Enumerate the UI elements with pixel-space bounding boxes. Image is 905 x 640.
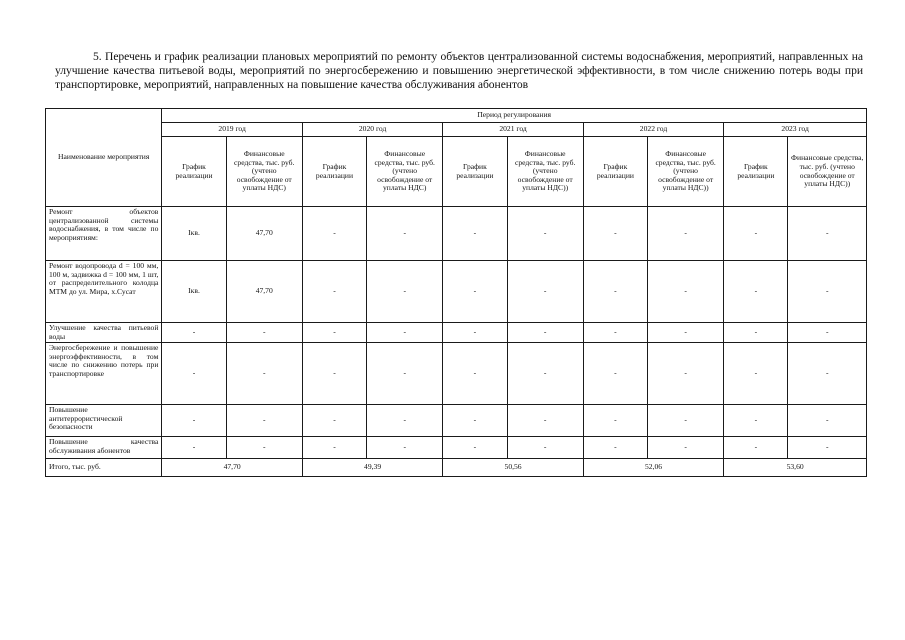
table-cell: - — [724, 405, 788, 437]
table-cell: - — [583, 207, 647, 261]
table-cell: - — [226, 323, 302, 343]
table-row — [46, 261, 867, 323]
table-cell: - — [507, 261, 583, 323]
total-row — [46, 459, 867, 477]
table-cell: - — [367, 405, 443, 437]
table-row — [46, 437, 867, 459]
table-cell: 47,70 — [226, 261, 302, 323]
table-cell: - — [648, 437, 724, 459]
schedule-header: График реализации — [724, 137, 788, 207]
table-cell: Iкв. — [162, 207, 226, 261]
table-cell: - — [724, 261, 788, 323]
table-cell: - — [302, 405, 366, 437]
table-row — [46, 405, 867, 437]
table-cell: - — [788, 323, 867, 343]
table-cell: - — [162, 437, 226, 459]
table-cell: - — [302, 343, 366, 405]
finance-header: Финансовые средства, тыс. руб. (учтено освобождение от уплаты НДС) — [226, 137, 302, 207]
table-cell: - — [788, 405, 867, 437]
table-cell: - — [724, 207, 788, 261]
finance-header: Финансовые средства, тыс. руб. (учтено освобождение от уплаты НДС) — [367, 137, 443, 207]
total-value: 53,60 — [724, 459, 867, 477]
section-heading: 5. Перечень и график реализации плановых мероприятий по ремонту объектов централизованной системы водоснабжения, мероприятий, направленных на улучшение качества питьевой воды, мероприятий по энергосбережению и повышению энергетической эффективности, в том числе снижению потерь воды при транспортировке, мероприятий, направленных на повышение качества обслуживания абонентов — [55, 50, 863, 92]
table-cell: - — [583, 437, 647, 459]
table-cell: - — [583, 323, 647, 343]
table-cell: - — [788, 207, 867, 261]
row-name: Ремонт водопровода d = 100 мм, 100 м, задвижка d = 100 мм, 1 шт, от распределительного колодца МТМ до ул. Мира, х.Сусат — [46, 261, 162, 323]
table-cell: - — [648, 261, 724, 323]
table-cell: - — [302, 207, 366, 261]
table-cell: - — [788, 437, 867, 459]
year-header: 2019 год — [162, 123, 302, 137]
table-cell: Iкв. — [162, 261, 226, 323]
table-cell: - — [724, 323, 788, 343]
year-header: 2020 год — [302, 123, 442, 137]
table-cell: - — [648, 207, 724, 261]
table-cell: - — [226, 405, 302, 437]
table-cell: - — [507, 405, 583, 437]
table-cell: - — [443, 323, 507, 343]
total-value: 47,70 — [162, 459, 302, 477]
finance-header: Финансовые средства, тыс. руб. (учтено освобождение от уплаты НДС)) — [507, 137, 583, 207]
schedule-header: График реализации — [302, 137, 366, 207]
row-name: Повышение качества обслуживания абонентов — [46, 437, 162, 459]
table-cell: - — [507, 343, 583, 405]
table-cell: - — [302, 323, 366, 343]
finance-header: Финансовые средства, тыс. руб. (учтено освобождение от уплаты НДС)) — [788, 137, 867, 207]
header-row-period — [46, 109, 867, 123]
total-value: 49,39 — [302, 459, 442, 477]
table-row — [46, 207, 867, 261]
table-cell: - — [583, 343, 647, 405]
schedule-header: График реализации — [162, 137, 226, 207]
table-cell: - — [507, 323, 583, 343]
plan-table — [45, 108, 867, 477]
year-header: 2022 год — [583, 123, 723, 137]
table-cell: - — [788, 343, 867, 405]
table-cell: - — [162, 405, 226, 437]
table-cell: - — [648, 323, 724, 343]
finance-header: Финансовые средства, тыс. руб. (учтено освобождение от уплаты НДС)) — [648, 137, 724, 207]
table-cell: - — [367, 343, 443, 405]
period-header: Период регулирования — [162, 109, 867, 123]
table-cell: - — [443, 437, 507, 459]
table-row — [46, 323, 867, 343]
table-cell: - — [648, 405, 724, 437]
table-cell: - — [226, 343, 302, 405]
table-cell: - — [648, 343, 724, 405]
table-cell: - — [226, 437, 302, 459]
table-cell: - — [367, 437, 443, 459]
table-cell: - — [443, 343, 507, 405]
table-cell: - — [507, 437, 583, 459]
table-cell: - — [583, 261, 647, 323]
table-cell: 47,70 — [226, 207, 302, 261]
table-cell: - — [724, 343, 788, 405]
name-column-header: Наименование мероприятия — [46, 109, 162, 207]
table-cell: - — [367, 323, 443, 343]
table-cell: - — [302, 437, 366, 459]
table-cell: - — [788, 261, 867, 323]
year-header: 2023 год — [724, 123, 867, 137]
row-name: Улучшение качества питьевой воды — [46, 323, 162, 343]
total-value: 50,56 — [443, 459, 583, 477]
year-header: 2021 год — [443, 123, 583, 137]
row-name: Повышение антитеррористической безопасности — [46, 405, 162, 437]
row-name: Ремонт объектов централизованной системы водоснабжения, в том числе по мероприятиям: — [46, 207, 162, 261]
table-cell: - — [583, 405, 647, 437]
table-cell: - — [443, 207, 507, 261]
row-name: Энергосбережение и повышение энергоэффективности, в том числе по снижению потерь при транспортировке — [46, 343, 162, 405]
table-cell: - — [162, 323, 226, 343]
header-row-sub — [46, 137, 867, 207]
total-value: 52,06 — [583, 459, 723, 477]
table-cell: - — [367, 207, 443, 261]
total-label: Итого, тыс. руб. — [46, 459, 162, 477]
table-row — [46, 343, 867, 405]
table-cell: - — [724, 437, 788, 459]
schedule-header: График реализации — [583, 137, 647, 207]
table-cell: - — [367, 261, 443, 323]
schedule-header: График реализации — [443, 137, 507, 207]
table-cell: - — [507, 207, 583, 261]
table-cell: - — [302, 261, 366, 323]
table-cell: - — [443, 405, 507, 437]
table-cell: - — [443, 261, 507, 323]
header-row-years — [46, 123, 867, 137]
table-cell: - — [162, 343, 226, 405]
